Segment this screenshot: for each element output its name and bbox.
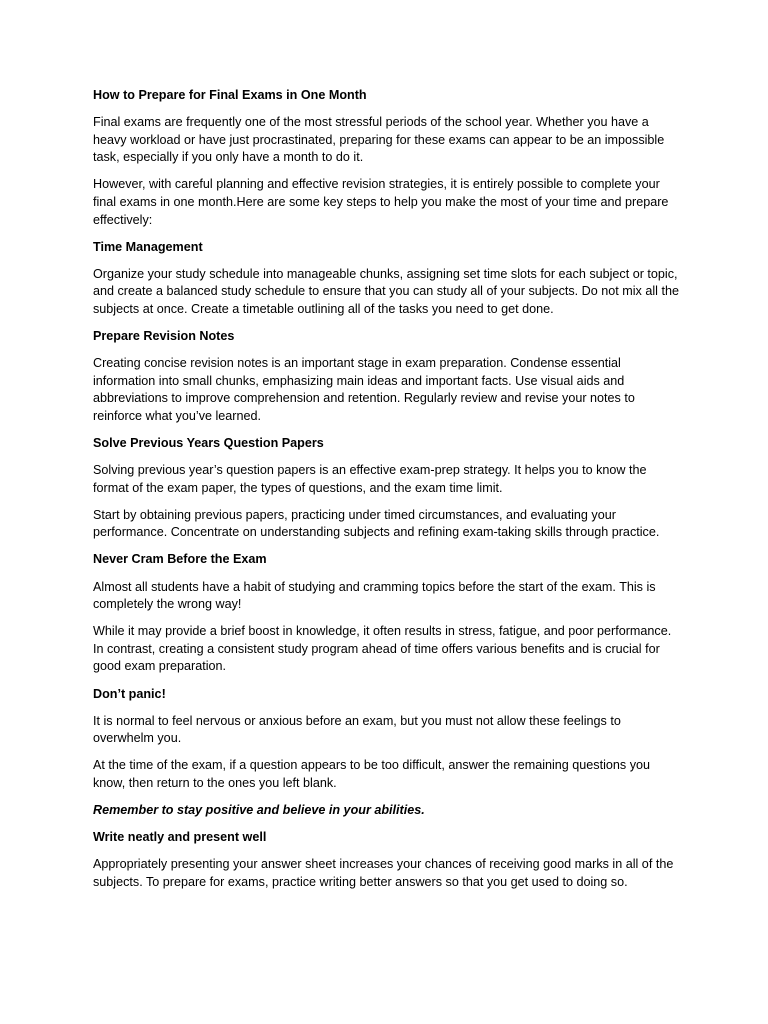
section-heading-question-papers: Solve Previous Years Question Papers [93, 436, 324, 450]
section-paragraph: Creating concise revision notes is an important stage in exam preparation. Condense essential information into small chunks, emphasizing main ideas and important facts. Use visual aids and abbreviations to improve comprehension and retention. Regularly review and revise your notes to reinforce what you’ve learned. [93, 356, 635, 423]
emphasis-statement: Remember to stay positive and believe in your abilities. [93, 803, 425, 817]
section-paragraph: It is normal to feel nervous or anxious before an exam, but you must not allow these feelings to overwhelm you. [93, 713, 621, 746]
section-paragraph: While it may provide a brief boost in knowledge, it often results in stress, fatigue, and poor performance. In contrast, creating a consistent study program ahead of time offers various benefits and is crucial for good exam preparation. [93, 624, 672, 674]
document-page [93, 87, 683, 901]
section-paragraph: Start by obtaining previous papers, practicing under timed circumstances, and evaluating your performance. Concentrate on understanding subjects and refining exam-taking skills through practice. [93, 507, 660, 540]
section-heading-never-cram: Never Cram Before the Exam [93, 552, 267, 567]
section-heading-dont-panic: Don’t panic! [93, 686, 166, 701]
section-paragraph: Solving previous year’s question papers is an effective exam-prep strategy. It helps you to know the format of the exam paper, the types of questions, and the exam time limit. [93, 463, 647, 495]
section-paragraph: At the time of the exam, if a question appears to be too difficult, answer the remaining questions you know, then return to the ones you left blank. [93, 758, 651, 790]
section-heading-time-management: Time Management [93, 239, 203, 254]
section-paragraph: Almost all students have a habit of studying and cramming topics before the start of the exam. This is completely the wrong way! [93, 579, 656, 612]
section-heading-revision-notes: Prepare Revision Notes [93, 329, 235, 344]
intro-paragraph-1: Final exams are frequently one of the most stressful periods of the school year. Whether you have a heavy workload or have just procrastinated, preparing for these exams can appear to be an impossible task, especially if you only have a month to do it. [93, 115, 665, 165]
section-heading-write-neatly: Write neatly and present well [93, 830, 267, 845]
section-paragraph: Organize your study schedule into manageable chunks, assigning set time slots for each subject or topic, and create a balanced study schedule to ensure that you can study all of your subjects. Do not mix all the subjects at once. Create a timetable outlining all of the tasks you need to get done. [93, 266, 679, 316]
intro-paragraph-2: However, with careful planning and effective revision strategies, it is entirely possible to complete your final exams in one month.Here are some key steps to help you make the most of your time and prepare effectively: [93, 177, 669, 227]
document-title: How to Prepare for Final Exams in One Month [93, 88, 367, 102]
section-paragraph: Appropriately presenting your answer sheet increases your chances of receiving good marks in all of the subjects. To prepare for exams, practice writing better answers so that you get used to doing so. [93, 857, 674, 889]
